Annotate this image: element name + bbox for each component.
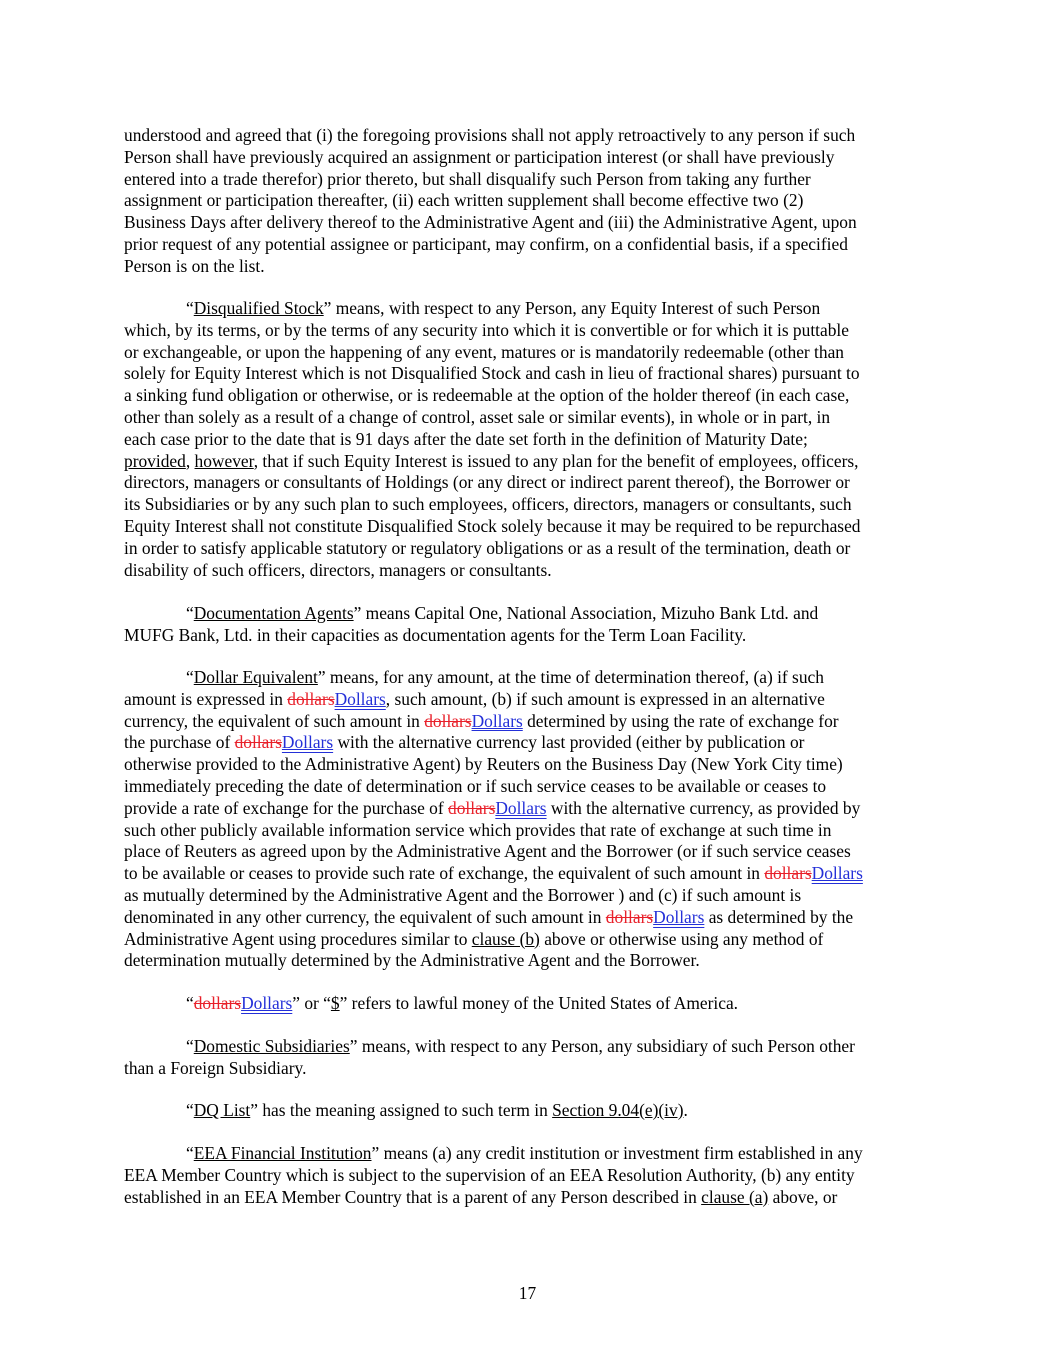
text-line [124,907,932,929]
definition-first-line [124,603,932,625]
text-segment: ” or “ [292,993,331,1013]
text-segment: determined by using the rate of exchange for [522,710,839,731]
deleted-text: dollars [287,688,335,709]
text-line [124,863,932,885]
text-line: Equity Interest shall not constitute Disqualified Stock solely because it may be required to be repurchased [124,515,861,536]
text-line: as mutually determined by the Administrative Agent and the Borrower ) and (c) if such amount is [124,884,802,905]
text-segment: , that if such Equity Interest is issued to any plan for the benefit of employees, officers, [253,450,859,471]
text-segment: ” means Capital One, National Association, Mizuho Bank Ltd. and [353,603,819,623]
inserted-text: Dollars [281,732,334,753]
text-segment: denominated in any other currency, the equivalent of such amount in [124,906,606,927]
text-segment: amount is expressed in [124,688,288,709]
defined-term: $ [330,993,340,1013]
text-line: determination mutually determined by the Administrative Agent and the Borrower. [124,950,700,971]
text-segment: currency, the equivalent of such amount in [124,710,425,731]
text-line [124,798,932,820]
quote-mark: “ [186,298,194,318]
text-segment: ” means (a) any credit institution or investment firm established in any [371,1143,863,1163]
text-segment: ” means, for any amount, at the time of determination thereof, (a) if such [317,667,824,687]
text-segment: above, or [768,1186,838,1207]
defined-term: Dollar Equivalent [193,667,318,687]
deleted-text: dollars [234,732,282,753]
text-line: which, by its terms, or by the terms of any security into which it is convertible or for which it is puttable [124,319,849,340]
text-segment: with the alternative currency last provided (either by publication or [333,732,805,753]
inserted-text: Dollars [495,797,547,818]
text-segment: with the alternative currency, as provided by [546,797,861,818]
text-segment: ” refers to lawful money of the United States of America. [339,993,739,1013]
definition-eea-financial-institution [124,1143,932,1208]
text-line [124,1187,932,1209]
definition-dollar-equivalent [124,667,932,972]
text-line: its Subsidiaries or by any such plan to such employees, officers, directors, managers or consultants, such [124,494,852,515]
definition-dollars [124,993,932,1015]
inserted-text: Dollars [241,993,293,1013]
text-line: or exchangeable, or upon the happening of any event, matures or is mandatorily redeemable (other than [124,341,844,362]
definition-first-line [124,1143,932,1165]
text-line: MUFG Bank, Ltd. in their capacities as documentation agents for the Term Loan Facility. [124,624,747,645]
text-line: immediately preceding the date of determination or if such service ceases to be available or ceases to [124,775,827,796]
text-segment: established in an EEA Member Country that is a parent of any Person described in [124,1186,702,1207]
text-line: solely for Equity Interest which is not Disqualified Stock and cash in lieu of fractional shares) pursuant to [124,363,860,384]
text-segment: as determined by the [704,906,854,927]
definition-first-line [124,1100,932,1122]
provided-term: provided [124,450,186,471]
definition-first-line [124,1036,932,1058]
text-segment: above or otherwise using any method of [539,928,824,949]
text-line: other than solely as a result of a change of control, asset sale or similar events), in whole or in part, in [124,406,831,427]
clause-reference: clause (b) [471,928,540,949]
inserted-text: Dollars [471,710,523,731]
defined-term: Documentation Agents [193,603,354,623]
text-line: entered into a trade therefor) prior thereto, but shall disqualify such Person from taking any further [124,168,811,189]
text-line: place of Reuters as agreed upon by the Administrative Agent and the Borrower (or if such service ceases [124,841,851,862]
definition-dq-list [124,1100,932,1122]
text-line [124,929,932,951]
text-line: each case prior to the date that is 91 days after the date set forth in the definition of Maturity Date; [124,428,808,449]
inserted-text: Dollars [811,863,863,884]
section-reference: Section 9.04(e)(iv) [552,1100,684,1120]
deleted-text: dollars [193,993,242,1013]
text-line: Person shall have previously acquired an assignment or participation interest (or shall have previously [124,146,835,167]
text-segment: to be available or ceases to provide such rate of exchange, the equivalent of such amount in [124,863,765,884]
definition-disqualified-stock [124,298,932,581]
text-line: in order to satisfy applicable statutory or regulatory obligations or as a result of the termination, death or [124,537,851,558]
text-segment: . [683,1100,688,1120]
text-segment: the purchase of [124,732,235,753]
text-line: a sinking fund obligation or otherwise, or is redeemable at the option of the holder thereof (in each case, [124,385,850,406]
text-line: EEA Member Country which is subject to the supervision of an EEA Resolution Authority, (b) any entity [124,1164,855,1185]
paragraph-list-provisions [124,125,932,278]
quote-mark: “ [186,1143,194,1163]
deleted-text: dollars [448,797,496,818]
inserted-text: Dollars [334,688,386,709]
definition-documentation-agents [124,603,932,647]
however-term: however [194,450,254,471]
text-line: directors, managers or consultants of Holdings (or any direct or indirect parent thereof), the Borrower or [124,472,850,493]
definition-first-line [124,667,932,689]
definition-first-line [124,993,932,1015]
text-line [124,732,932,754]
text-line: Person is on the list. [124,255,265,276]
defined-term: EEA Financial Institution [193,1143,372,1163]
inserted-text: Dollars [653,906,705,927]
quote-mark: “ [186,1036,194,1056]
text-line: understood and agreed that (i) the foregoing provisions shall not apply retroactively to any person if such [124,125,856,145]
quote-mark: “ [186,603,194,623]
deleted-text: dollars [424,710,472,731]
clause-reference: clause (a) [701,1186,769,1207]
text-line: Business Days after delivery thereof to the Administrative Agent and (iii) the Administrative Agent, upon [124,212,857,233]
proviso-line [124,451,932,473]
text-segment: ” means, with respect to any Person, any Equity Interest of such Person [323,298,821,318]
text-segment: , [185,450,195,471]
text-line: such other publicly available information service which provides that rate of exchange at such time in [124,819,832,840]
page-number: 17 [518,1283,537,1303]
definition-first-line [124,298,932,320]
text-line: than a Foreign Subsidiary. [124,1057,307,1078]
defined-term: DQ List [193,1100,251,1120]
text-segment: ” means, with respect to any Person, any subsidiary of such Person other [349,1036,855,1056]
definition-domestic-subsidiaries [124,1036,932,1080]
text-segment: ” has the meaning assigned to such term in [250,1100,553,1120]
text-line [124,689,932,711]
deleted-text: dollars [605,906,654,927]
text-segment: Administrative Agent using procedures similar to [124,928,472,949]
defined-term: Disqualified Stock [193,298,324,318]
text-line: assignment or participation thereafter, (ii) each written supplement shall become effective two (2) [124,190,804,211]
text-line: otherwise provided to the Administrative Agent) by Reuters on the Business Day (New York City time) [124,754,843,775]
quote-mark: “ [186,667,194,687]
text-segment: , such amount, (b) if such amount is expressed in an alternative [385,688,825,709]
text-line [124,711,932,733]
defined-term: Domestic Subsidiaries [193,1036,350,1056]
text-line: disability of such officers, directors, managers or consultants. [124,559,552,580]
quote-mark: “ [186,993,194,1013]
deleted-text: dollars [764,863,812,884]
text-line: prior request of any potential assignee or participant, may confirm, on a confidential basis, if a specified [124,233,848,254]
quote-mark: “ [186,1100,194,1120]
text-segment: provide a rate of exchange for the purchase of [124,797,448,818]
